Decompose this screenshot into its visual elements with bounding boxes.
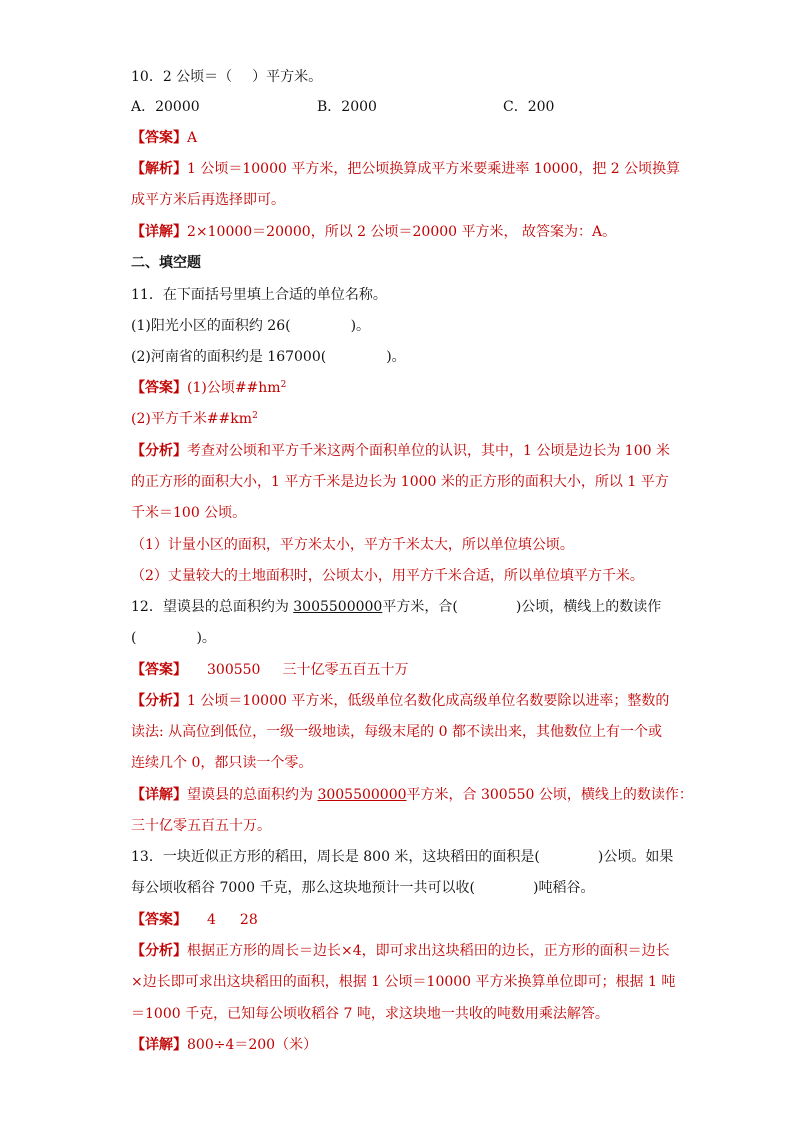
q11-analysis-4: （1）计量小区的面积，平方米太小，平方千米太大，所以单位填公顷。 <box>131 537 574 553</box>
option-a: A．20000 <box>131 99 200 115</box>
q11-answer-2: (2)平方千米$\#\#km^2$ <box>131 411 258 427</box>
q11-analysis: 【分析】考查对公顷和平方千米这两个面积单位的认识，其中，1 公顷是边长为 100 米 <box>131 443 670 459</box>
q12-detail: 【详解】望谟县的总面积约为 3005500000平方米，合 300550 公顷，横线上的数读作： <box>131 787 693 803</box>
q13-analysis: 【分析】根据正方形的周长＝边长×4，即可求出这块稻田的边长，正方形的面积＝边长 <box>131 943 670 959</box>
option-c: C．200 <box>503 99 555 115</box>
q12-stem: 12．望谟县的总面积约为 3005500000平方米，合( )公顷，横线上的数读作 <box>131 599 662 615</box>
q13-analysis-2: ×边长即可求出这块稻田的面积，根据 1 公顷＝10000 平方米换算单位即可；根据 1 吨 <box>131 974 676 990</box>
q11-stem: 11．在下面括号里填上合适的单位名称。 <box>131 287 387 303</box>
option-b: B．2000 <box>317 99 377 115</box>
q10-analysis: 【解析】1 公顷＝10000 平方米，把公顷换算成平方米要乘进率 10000，把 2 公顷换算 <box>131 161 681 177</box>
q11-analysis-3: 千米＝100 公顷。 <box>131 505 247 521</box>
q12-analysis: 【分析】1 公顷＝10000 平方米，低级单位名数化成高级单位名数要除以进率；整数的 <box>131 693 670 709</box>
q13-stem: 13．一块近似正方形的稻田，周长是 800 米，这块稻田的面积是( )公顷。如果 <box>131 849 674 865</box>
section-title: 二、填空题 <box>131 255 201 271</box>
q10-analysis-cont: 成平方米后再选择即可。 <box>131 192 285 208</box>
q10-options <box>131 97 794 117</box>
q11-sub1: (1)阳光小区的面积约 26( )。 <box>131 318 371 334</box>
q12-analysis-2: 读法: 从高位到低位，一级一级地读，每级末尾的 0 都不读出来，其他数位上有一个或 <box>131 724 662 740</box>
q11-analysis-2: 的正方形的面积大小，1 平方千米是边长为 1000 米的正方形的面积大小，所以 1 平方 <box>131 474 669 490</box>
q12-detail-2: 三十亿零五百五十万。 <box>131 818 271 834</box>
q10-answer: 【答案】A <box>131 130 198 146</box>
q12-answer: 【答案】 300550 三十亿零五百五十万 <box>131 662 409 678</box>
q12-stem-2: ( )。 <box>131 630 216 646</box>
q13-stem-2: 每公顷收稻谷 7000 千克，那么这块地预计一共可以收( )吨稻谷。 <box>131 880 595 896</box>
q13-analysis-3: ＝1000 千克，已知每公顷收稻谷 7 吨，求这块地一共收的吨数用乘法解答。 <box>131 1006 609 1022</box>
q13-detail: 【详解】800÷4＝200（米） <box>131 1037 318 1053</box>
q12-analysis-3: 连续几个 0，都只读一个零。 <box>131 755 313 771</box>
q11-analysis-5: （2）丈量较大的土地面积时，公顷太小，用平方千米合适，所以单位填平方千米。 <box>131 568 644 584</box>
q10-stem: 10．2 公顷＝（ ）平方米。 <box>131 69 323 85</box>
q13-answer: 【答案】 4 28 <box>131 912 258 928</box>
q11-sub2: (2)河南省的面积约是 167000( )。 <box>131 349 406 365</box>
q11-answer: 【答案】(1)公顷$\#\#hm^2$ <box>131 380 287 396</box>
q10-detail: 【详解】2×10000＝20000，所以 2 公顷＝20000 平方米， 故答案为：A。 <box>131 224 617 240</box>
